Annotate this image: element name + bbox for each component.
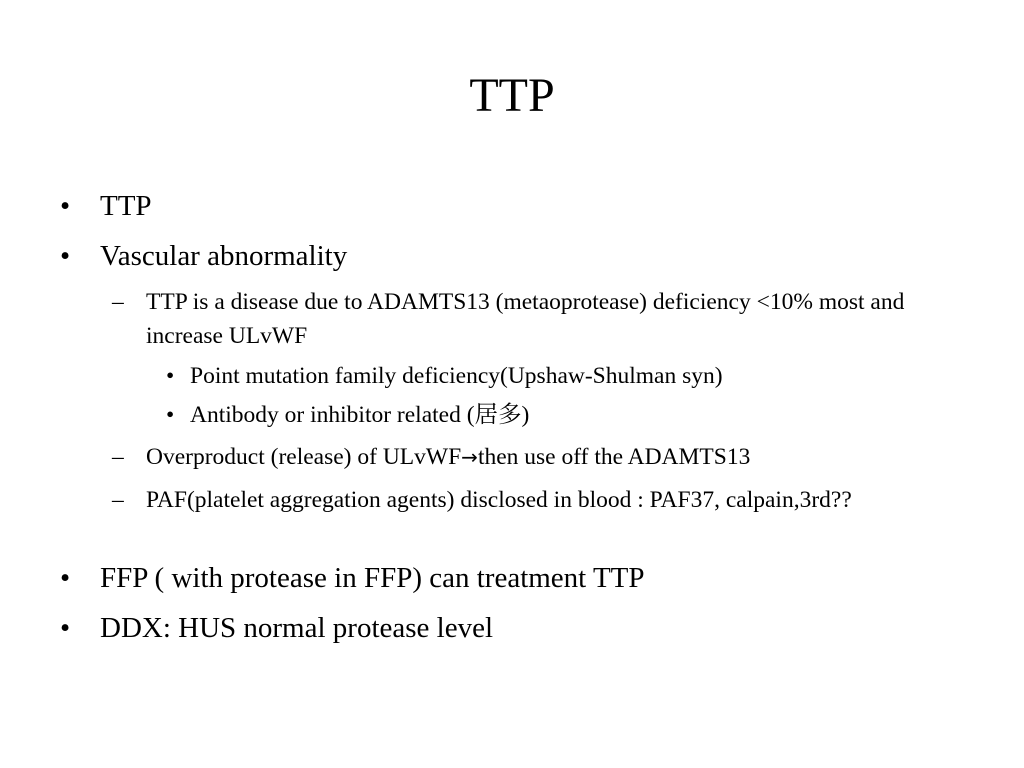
bullet-marker: •	[60, 240, 71, 272]
sub-bullet-text	[146, 440, 962, 474]
sub-bullet-text: TTP is a disease due to ADAMTS13 (metaoprotease) deficiency <10% most and increase ULvWF	[146, 289, 905, 349]
bullet-text: Vascular abnormality	[100, 240, 348, 272]
bullet-marker: •	[60, 612, 71, 644]
bullet-ffp	[60, 560, 645, 596]
sub-bullet-text: PAF(platelet aggregation agents) disclosed in blood : PAF37, calpain,3rd??	[146, 487, 852, 513]
dash-marker: –	[112, 289, 124, 315]
bullet-vascular-abnormality	[60, 238, 347, 274]
sub-sub-bullet-antibody	[166, 400, 529, 430]
sub-sub-bullet-text: Antibody or inhibitor related (居多)	[190, 402, 530, 428]
bullet-text: FFP ( with protease in FFP) can treatment TTP	[100, 562, 645, 594]
bullet-marker: •	[166, 402, 175, 428]
slide-title: TTP	[469, 69, 555, 122]
sub-bullet-paf	[112, 483, 962, 517]
overproduct-text-before: Overproduct (release) of ULvWF	[146, 444, 462, 470]
right-arrow-icon: →	[461, 445, 478, 469]
sub-bullet-ttp-disease	[112, 285, 962, 353]
sub-sub-bullet-point-mutation	[166, 361, 723, 391]
dash-marker: –	[112, 444, 124, 470]
dash-marker: –	[112, 487, 124, 513]
bullet-marker: •	[60, 190, 71, 222]
bullet-marker: •	[166, 363, 175, 389]
sub-bullet-overproduct	[112, 440, 962, 474]
bullet-ttp	[60, 188, 152, 224]
overproduct-text-after: then use off the ADAMTS13	[477, 444, 751, 470]
bullet-text: TTP	[100, 190, 152, 222]
bullet-text: DDX: HUS normal protease level	[100, 612, 494, 644]
bullet-marker: •	[60, 562, 71, 594]
bullet-ddx	[60, 610, 493, 646]
sub-sub-bullet-text: Point mutation family deficiency(Upshaw-Shulman syn)	[190, 363, 723, 389]
